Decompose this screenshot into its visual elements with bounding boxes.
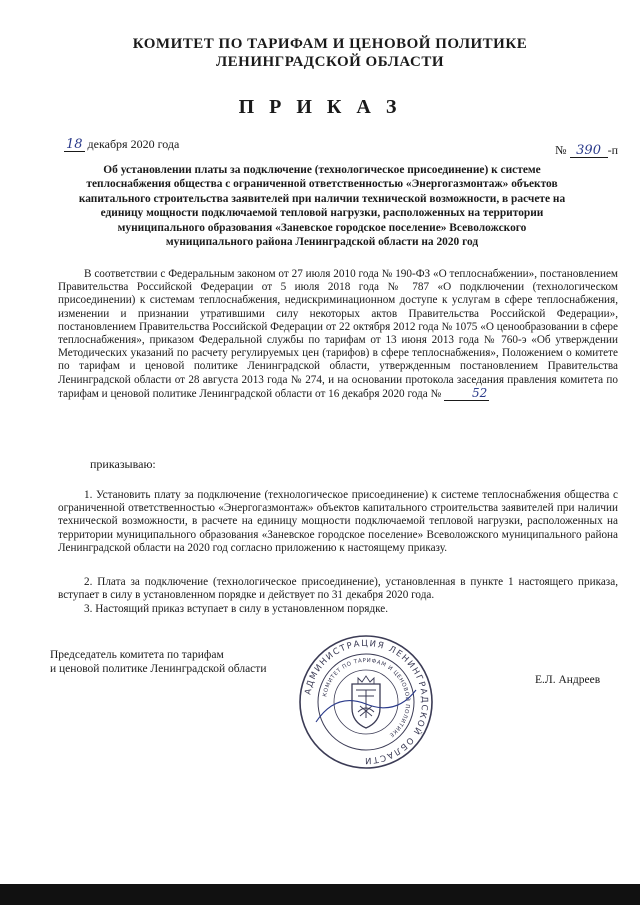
seal-outer-text: АДМИНИСТРАЦИЯ ЛЕНИНГРАДСКОЙ ОБЛАСТИ: [303, 638, 430, 766]
preamble-text: В соответствии с Федеральным законом от 27 июля 2010 года № 190-ФЗ «О теплоснабжении», постановлением Правительства Российской Федерации от 5 июля 2018 года № 787 «О подключении (технологическом присоединении) к системам теплоснабжения, недискриминационном доступе к услугам в сфере теплоснабжения, изменении и признании утратившими силу некоторых актов Правительства Российской Федерации», постановлением Правительства Российской Федерации от 22 октября 2012 года № 1075 «О ценообразовании в сфере теплоснабжения», приказом Федеральной службы по тарифам от 13 июня 2013 года № 760-э «Об утверждении Методических указаний по расчету регулируемых цен (тарифов) в сфере теплоснабжения», Положением о комитете по тарифам и ценовой политике Ленинградской области, утвержденным постановлением Правительства Ленинградской области от 28 августа 2013 года № 274, и на основании протокола заседания правления комитета по тарифам и ценовой политике Ленинградской области от 16 декабря 2020 года: [58, 268, 618, 400]
document-date: [64, 137, 179, 152]
order-item-1: 1. Установить плату за подключение (технологическое присоединение) к системе теплоснабжения общества с ограниченной ответственностью «Энергогазмонтаж» объектов капитального строительства заявителей при наличии технической возможности, в расчете на единицу мощности подключаемой тепловой нагрузки, расположенных на территории муниципального образования «Заневское городское поселение» Всеволожского муниципального района Ленинградской области на 2020 год согласно приложению к настоящему приказу.: [58, 489, 618, 554]
document-subject: Об установлении платы за подключение (технологическое присоединение) к системе теплоснабжения общества с ограниченной ответственностью «Энергогазмонтаж» объектов капитального строительства заявителей при наличии технической возможности, в расчете на единицу мощности подключаемой тепловой нагрузки, расположенных на территории муниципального образования «Заневское городское поселение» Всеволожского муниципального района Ленинградской области на 2020 год: [78, 164, 566, 249]
signatory-position-line-1: Председатель комитета по тарифам: [50, 649, 224, 661]
date-rest: декабря 2020 года: [87, 137, 180, 151]
protocol-number: [430, 385, 490, 400]
seal-inner-text: КОМИТЕТ ПО ТАРИФАМ И ЦЕНОВОЙ ПОЛИТИКЕ: [322, 657, 411, 739]
header-line-1: КОМИТЕТ ПО ТАРИФАМ И ЦЕНОВОЙ ПОЛИТИКЕ: [132, 36, 528, 52]
header-line-2: ЛЕНИНГРАДСКОЙ ОБЛАСТИ: [215, 54, 445, 70]
signatory-position: [50, 648, 266, 676]
document-number: [555, 143, 618, 158]
order-word: приказываю:: [90, 457, 156, 471]
signatory-name: Е.Л. Андреев: [535, 674, 601, 686]
date-day-handwritten: 18: [66, 137, 83, 152]
coat-of-arms-icon: [352, 676, 380, 728]
order-item-3: 3. Настоящий приказ вступает в силу в установленном порядке.: [84, 603, 389, 615]
order-item-2: 2. Плата за подключение (технологическое присоединение), установленная в пункте 1 настоящего приказа, вступает в силу в установленном порядке и действует по 31 декабря 2020 года.: [58, 576, 618, 602]
signatory-position-line-2: и ценовой политике Ленинградской области: [50, 663, 267, 675]
number-suffix: -п: [607, 143, 618, 157]
protocol-number-prefix: №: [430, 387, 442, 400]
scan-bottom-edge: [0, 884, 640, 905]
number-prefix: №: [555, 143, 567, 157]
document-title: П Р И К А З: [238, 96, 402, 118]
number-handwritten: 390: [570, 144, 608, 158]
preamble-paragraph: [58, 268, 618, 401]
official-seal: [296, 632, 436, 772]
protocol-number-handwritten: 52: [444, 387, 489, 401]
